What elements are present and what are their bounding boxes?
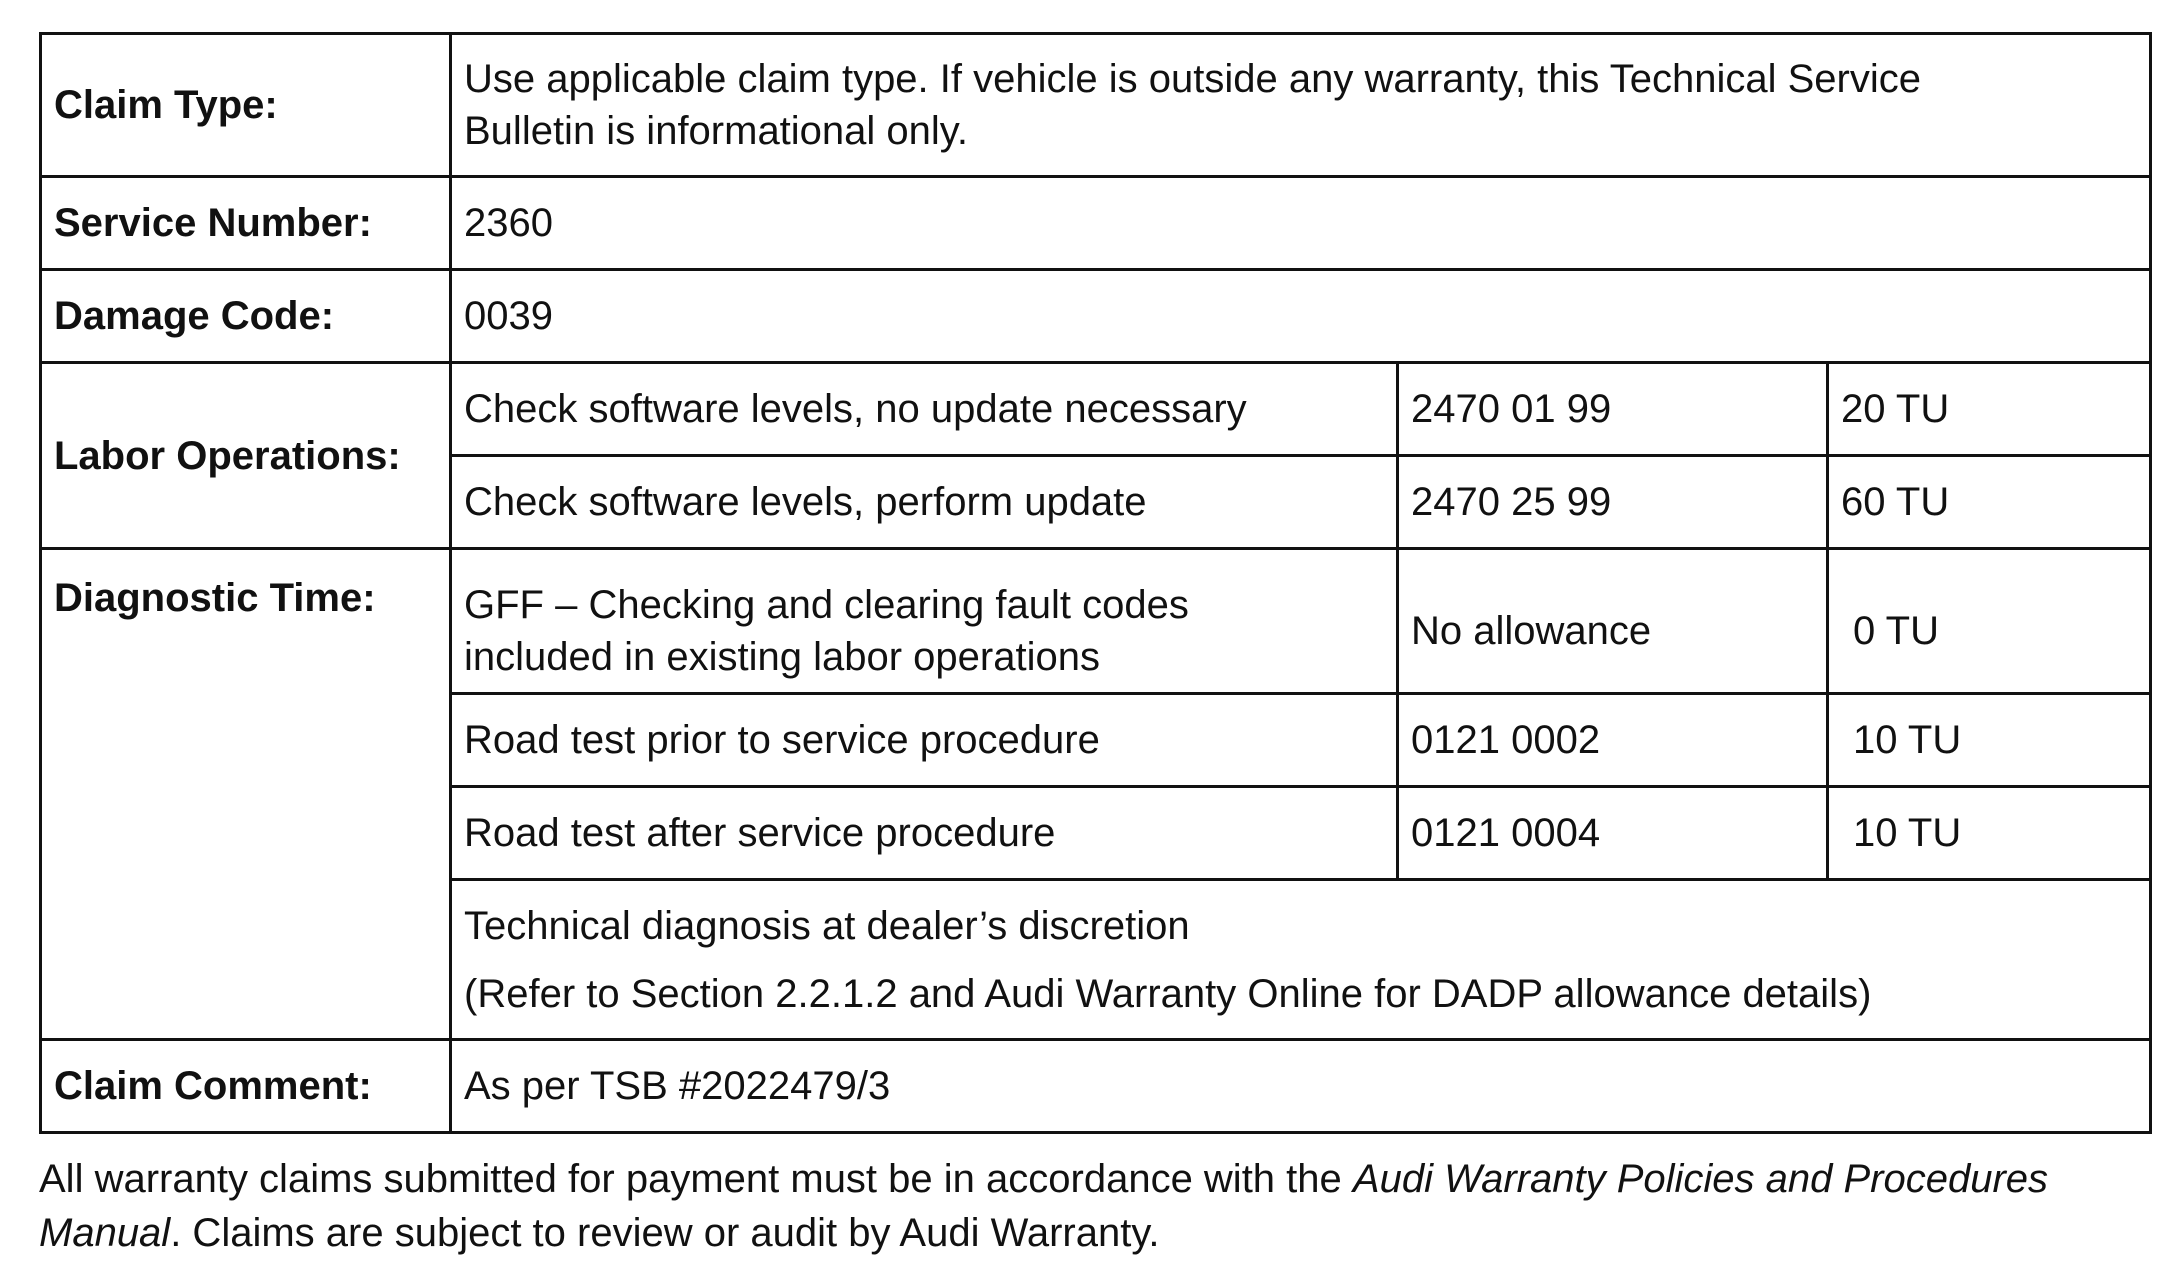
diagnostic-code: 0121 0002 [1398,694,1828,787]
diagnostic-code: No allowance [1398,549,1828,694]
claim-comment-row [41,1040,2151,1133]
diagnostic-code: 0121 0004 [1398,787,1828,880]
footer-text-before: All warranty claims submitted for payment must be in accordance with the [39,1157,1353,1201]
claim-comment-value: As per TSB #2022479/3 [451,1040,2151,1133]
diagnostic-time-value: 0 TU [1828,549,2151,694]
damage-code-row [41,270,2151,363]
manual-title-line-1: Audi Warranty Policies and Procedures [1352,1157,2049,1201]
technical-diagnosis-line-2: (Refer to Section 2.2.1.2 and Audi Warranty Online for DADP allowance details) [464,971,1872,1016]
service-number-value: 2360 [451,177,2151,270]
manual-title-line-2: Manual [39,1211,171,1255]
claim-type-label: Claim Type: [41,34,451,177]
warranty-footer-note [39,1152,2149,1260]
warranty-claim-table [39,32,2152,1134]
claim-type-line-2: Bulletin is informational only. [464,109,968,153]
diagnostic-row [41,549,2151,694]
labor-operation-row [41,363,2151,456]
diagnostic-time-value: 10 TU [1828,787,2151,880]
claim-type-value [451,34,2151,177]
labor-operations-label: Labor Operations: [41,363,451,549]
warranty-document [39,32,2149,1260]
diagnostic-time-value: 10 TU [1828,694,2151,787]
damage-code-value: 0039 [451,270,2151,363]
technical-diagnosis-line-1: Technical diagnosis at dealer’s discretion [464,903,1190,948]
footer-text-after: . Claims are subject to review or audit by Audi Warranty. [170,1211,1160,1255]
service-number-label: Service Number: [41,177,451,270]
technical-diagnosis-note [451,880,2151,1040]
diagnostic-time-label: Diagnostic Time: [41,549,451,1040]
service-number-row [41,177,2151,270]
claim-type-row [41,34,2151,177]
damage-code-label: Damage Code: [41,270,451,363]
diagnostic-description-line-1: GFF – Checking and clearing fault codes [464,583,1189,627]
labor-operation-code: 2470 01 99 [1398,363,1828,456]
diagnostic-description [451,549,1398,694]
labor-operation-time: 60 TU [1828,456,2151,549]
diagnostic-description: Road test prior to service procedure [451,694,1398,787]
labor-operation-description: Check software levels, no update necessary [451,363,1398,456]
labor-operation-code: 2470 25 99 [1398,456,1828,549]
labor-operation-description: Check software levels, perform update [451,456,1398,549]
claim-comment-label: Claim Comment: [41,1040,451,1133]
diagnostic-description: Road test after service procedure [451,787,1398,880]
claim-type-line-1: Use applicable claim type. If vehicle is outside any warranty, this Technical Service [464,57,1921,101]
labor-operation-time: 20 TU [1828,363,2151,456]
diagnostic-description-line-2: included in existing labor operations [464,635,1100,679]
